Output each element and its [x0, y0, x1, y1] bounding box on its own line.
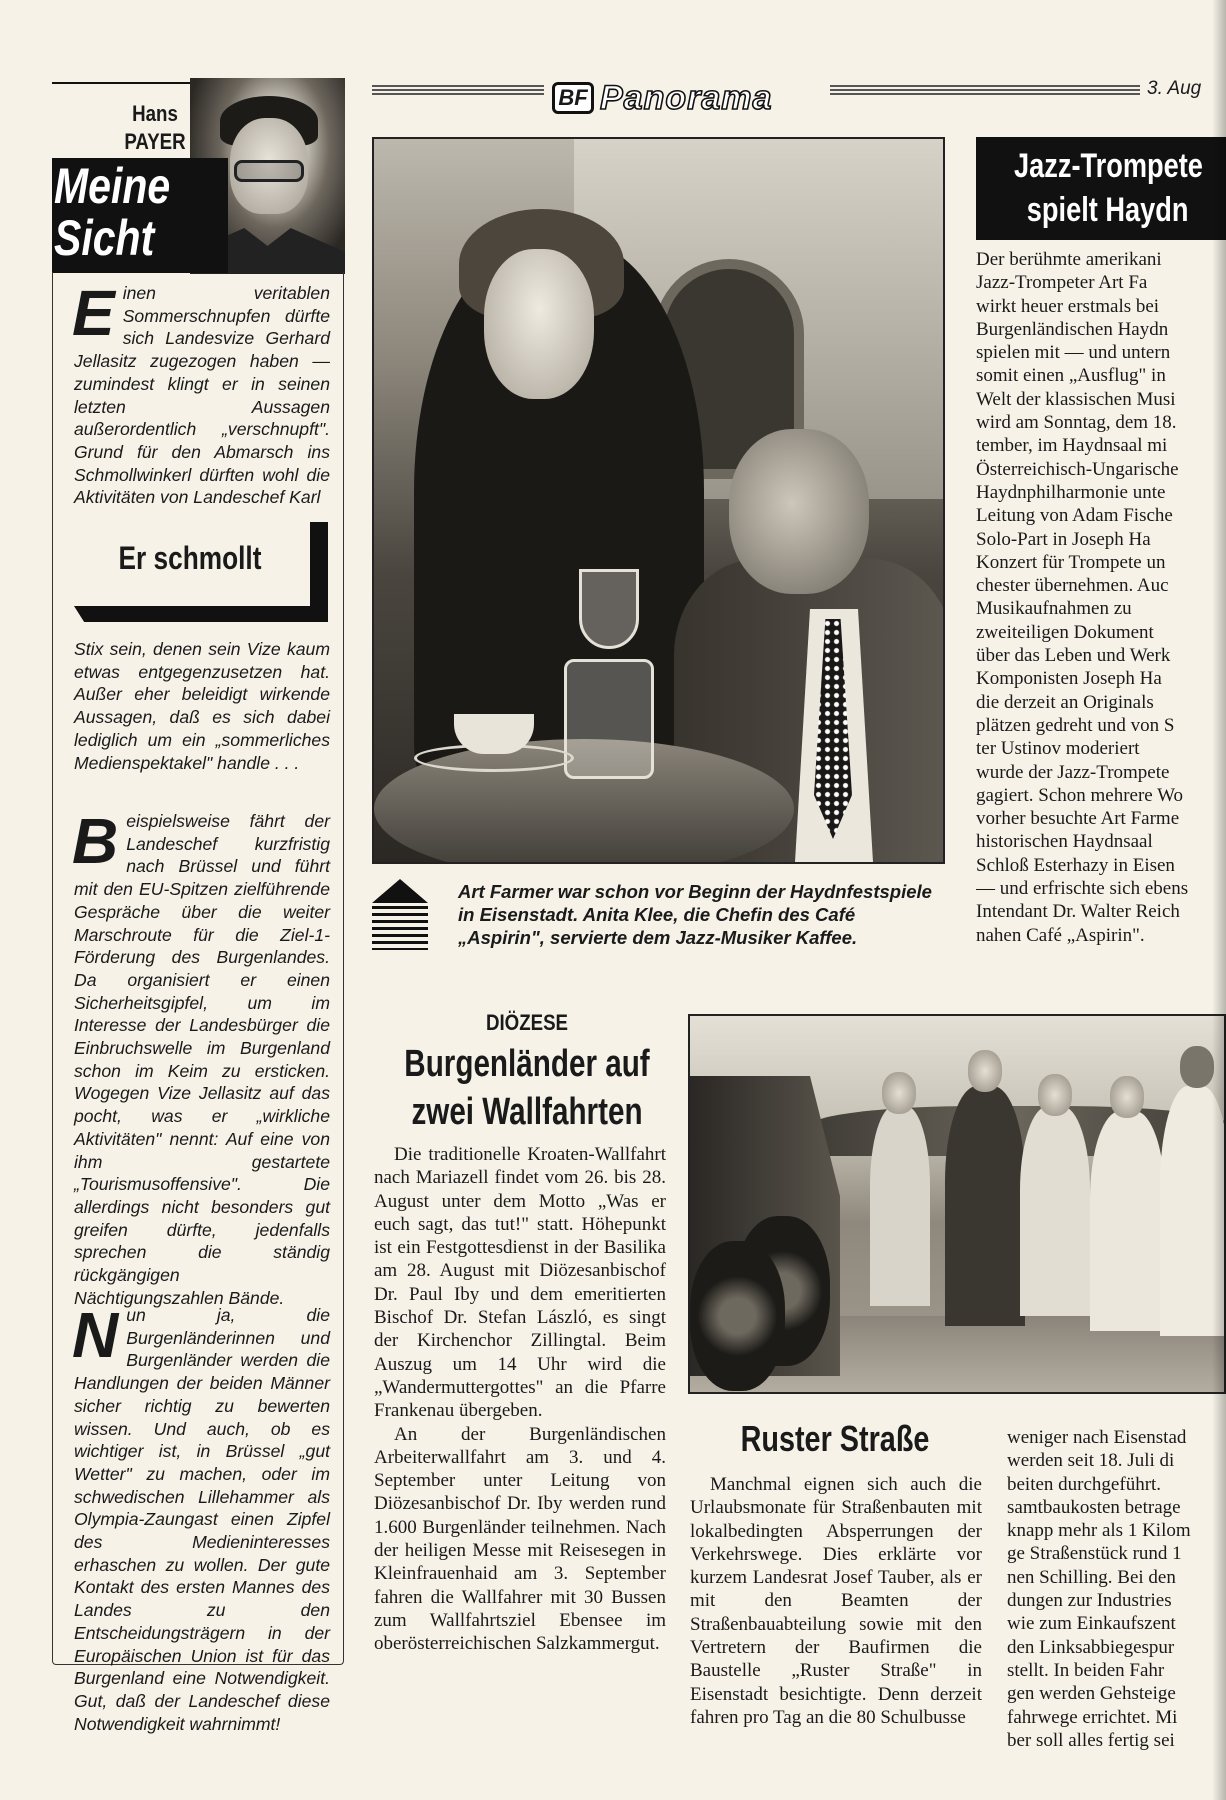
jazz-text-line: Solo-Part in Joseph Ha [976, 528, 1151, 550]
jazz-text-line: wird am Sonntag, dem 18. [976, 412, 1177, 434]
jazz-text-line: Musikaufnahmen zu [976, 598, 1132, 620]
caption-stripes [372, 906, 428, 950]
jazz-text-line: spielen mit — und untern [976, 342, 1171, 364]
photo-caption: Art Farmer war schon vor Beginn der Haydnfestspiele in Eisenstadt. Anita Klee, die Chefin des Café „Aspirin", servierte dem Jazz-Musiker Kaffee. [458, 881, 932, 948]
ruster-text-line: ge Straßenstück rund 1 [1007, 1543, 1182, 1565]
jazz-text-line: Konzert für Trompete un [976, 551, 1166, 573]
header-rule-left [372, 85, 544, 97]
jazz-text-line: Welt der klassischen Musi [976, 388, 1176, 410]
jazz-article-body [976, 248, 1226, 947]
jazz-text-line: Intendant Dr. Walter Reich [976, 901, 1180, 923]
ruster-text-line: samtbaukosten betrage [1007, 1496, 1181, 1518]
jazz-headline: Jazz-Trompete spielt Haydn [1014, 147, 1203, 229]
ruster-text-line: werden seit 18. Juli di [1007, 1450, 1175, 1472]
jazz-text-line: somit einen „Ausflug" in [976, 365, 1166, 387]
column-paragraph-3: Beispielsweise fährt der Landeschef kurzfristig nach Brüssel und führt mit den EU-Spitzen zielführende Gespräche über die weiter Marschroute für die Ziel-1-Förderung des Burgenlandes. Da organisiert er einen Sicherheitsgipfel, um im Interesse der Landesbürger die Einbruchswelle im Burgenland schon im Keim zu ersticken. Wogegen Vize Jellasitz auf das pocht, was er „wirkliche Aktivitäten" nennt: Auf eine von ihm gestartete „Tourismusoffensive". Die allerdings nicht besonders gut greifen dürfte, jedenfalls sprechen die ständig rückgängigen Nächtigungszahlen Bände. [72, 805, 330, 1308]
jazz-text-line: Schloß Esterhazy in Eisen [976, 854, 1175, 876]
jazz-text-line: vorher besuchte Art Farme [976, 808, 1180, 830]
jazz-text-line: Jazz-Trompeter Art Fa [976, 272, 1148, 294]
bf-logo: BF [552, 82, 594, 114]
drop-cap-b: B [72, 805, 119, 877]
drop-cap-n: N [72, 1299, 119, 1371]
jazz-text-line: ter Ustinov moderiert [976, 738, 1140, 760]
cafe-photo [372, 137, 945, 864]
column-author [117, 100, 194, 156]
ruster-text-line: nen Schilling. Bei den [1007, 1566, 1176, 1588]
jazz-text-line: zweiteiligen Dokument [976, 621, 1154, 643]
column-title: Meine Sicht [54, 158, 171, 266]
jazz-text-line: Österreichisch-Ungarische [976, 458, 1179, 480]
ruster-text-line: beiten durchgeführt. [1007, 1473, 1162, 1495]
issue-date: 3. Aug [1147, 78, 1202, 99]
jazz-text-line: plätzen gedreht und von S [976, 714, 1175, 736]
column-subhead: Er schmollt [118, 540, 262, 576]
page-edge-shadow [1212, 0, 1226, 1800]
jazz-text-line: wirkt heuer erstmals bei [976, 295, 1160, 317]
column-paragraph-4: Nun ja, die Burgenländerinnen und Burgenländer werden die Handlungen der beiden Männer sicher richtig zu bewerten wissen. Und auch, ob es wichtiger ist, in Brüssel „gut Wetter" zu machen, oder im schwedischen Lillehammer als Olympia-Zaungast einen Zipfel des Medieninteresses erhaschen zu wollen. Der gute Kontakt des ersten Mannes des Landes zu den Entscheidungsträgern in der Europäischen Union ist für das Burgenland eine Notwendigkeit. Gut, daß der Landeschef diese Notwendigkeit wahrnimmt! [72, 1299, 330, 1734]
author-first-name: Hans [132, 101, 178, 126]
jazz-text-line: Burgenländischen Haydn [976, 318, 1169, 340]
dioezese-headline: Burgenländer auf zwei Wallfahrten [404, 1043, 650, 1133]
jazz-text-line: wurde der Jazz-Trompete [976, 761, 1170, 783]
jazz-text-line: — und erfrischte sich ebens [976, 878, 1189, 900]
ruster-article-body [690, 1473, 982, 1729]
jazz-text-line: Haydnphilharmonie unte [976, 481, 1166, 503]
construction-site-photo [688, 1014, 1226, 1394]
ruster-text-line: knapp mehr als 1 Kilom [1007, 1520, 1191, 1542]
jazz-text-line: nahen Café „Aspirin". [976, 924, 1145, 946]
ruster-headline: Ruster Straße [740, 1418, 930, 1459]
ruster-text-line: wie zum Einkaufszent [1007, 1613, 1176, 1635]
jazz-text-line: Der berühmte amerikani [976, 249, 1162, 270]
author-last-name: PAYER [124, 129, 186, 154]
panorama-logo: Panorama [600, 79, 773, 117]
subhead-rule-horizontal [74, 606, 328, 622]
jazz-text-line: gagiert. Schon mehrere Wo [976, 784, 1184, 806]
ruster-text-line: gen werden Gehsteige [1007, 1683, 1176, 1705]
jazz-text-line: tember, im Haydnsaal mi [976, 435, 1168, 457]
jazz-text-line: die derzeit an Originals [976, 691, 1154, 713]
ruster-text-line: ber soll alles fertig sei [1007, 1729, 1175, 1751]
ruster-paragraph-1: Manchmal eignen sich auch die Urlaubsmonate für Straßenbauten mit lokalbedingten Absperrungen der Verkehrswege. Dies erklärte vor kurzem Landesrat Josef Tauber, als er mit den Beamten der Straßenbauabteilung sowie mit den Vertretern der Baufirmen die Baustelle „Ruster Straße" in Eisenstadt besichtigte. Denn derzeit fahren pro Tag an die 80 Schulbusse [690, 1474, 982, 1728]
column-paragraph-2: Stix sein, denen sein Vize kaum etwas entgegenzusetzen hat. Außer eher beleidigt wirkende Aussagen, daß es sich dabei lediglich um ein „sommerliches Medienspektakel" handle . . . [74, 639, 330, 773]
column-paragraph-1: Einen veritablen Sommerschnupfen dürfte sich Landesvize Gerhard Jellasitz zugezogen haben — zumindest klingt er in seinen letzten Aussagen außerordentlich „verschnupft". Grund für den Abmarsch ins Schmollwinkerl dürften wohl die Aktivitäten von Landeschef Karl [72, 277, 330, 508]
caption-arrow-icon [372, 879, 428, 903]
drop-cap-e: E [72, 277, 115, 349]
dioezese-paragraph-2: An der Burgenländischen Arbeiterwallfahrt am 3. und 4. September unter Leitung von Diözesanbischof Dr. Iby werden rund 1.600 Burgenländer teilnehmen. Nach der heiligen Messe mit Reisesegen in Kleinfrauenhaid am 3. September fahren die Wallfahrer mit 30 Bussen zum Wallfahrtsziel Ebensee im oberösterreichischen Salzkammergut. [374, 1423, 666, 1655]
jazz-text-line: über das Leben und Werk [976, 645, 1171, 667]
dioezese-paragraph-1: Die traditionelle Kroaten-Wallfahrt nach Mariazell findet vom 26. bis 28. August unter dem Motto „Was er euch sagt, das tut!" statt. Höhepunkt ist ein Festgottesdienst in der Basilika am 28. August mit Diözesanbischof Dr. Paul Iby und dem emeritierten Bischof Dr. Stefan László, es singt der Kirchenchor Zillingtal. Beim Auszug um 14 Uhr wird die „Wandermuttergottes" an die Pfarre Frankenau übergeben. [374, 1144, 666, 1422]
jazz-text-line: Leitung von Adam Fische [976, 505, 1173, 527]
jazz-text-line: historischen Haydnsaal [976, 831, 1153, 853]
ruster-text-line: dungen zur Industries [1007, 1590, 1172, 1612]
jazz-text-line: chester übernehmen. Auc [976, 575, 1169, 597]
dioezese-article-body [374, 1143, 666, 1656]
ruster-text-line: den Linksabbiegespur [1007, 1636, 1175, 1658]
ruster-article-continuation [1007, 1426, 1226, 1752]
ruster-text-line: fahrwege errichtet. Mi [1007, 1706, 1178, 1728]
article-kicker: DIÖZESE [485, 1010, 569, 1035]
jazz-text-line: Komponisten Joseph Ha [976, 668, 1162, 690]
ruster-text-line: weniger nach Eisenstad [1007, 1427, 1187, 1448]
header-rule-right [830, 85, 1140, 97]
ruster-text-line: stellt. In beiden Fahr [1007, 1659, 1165, 1681]
